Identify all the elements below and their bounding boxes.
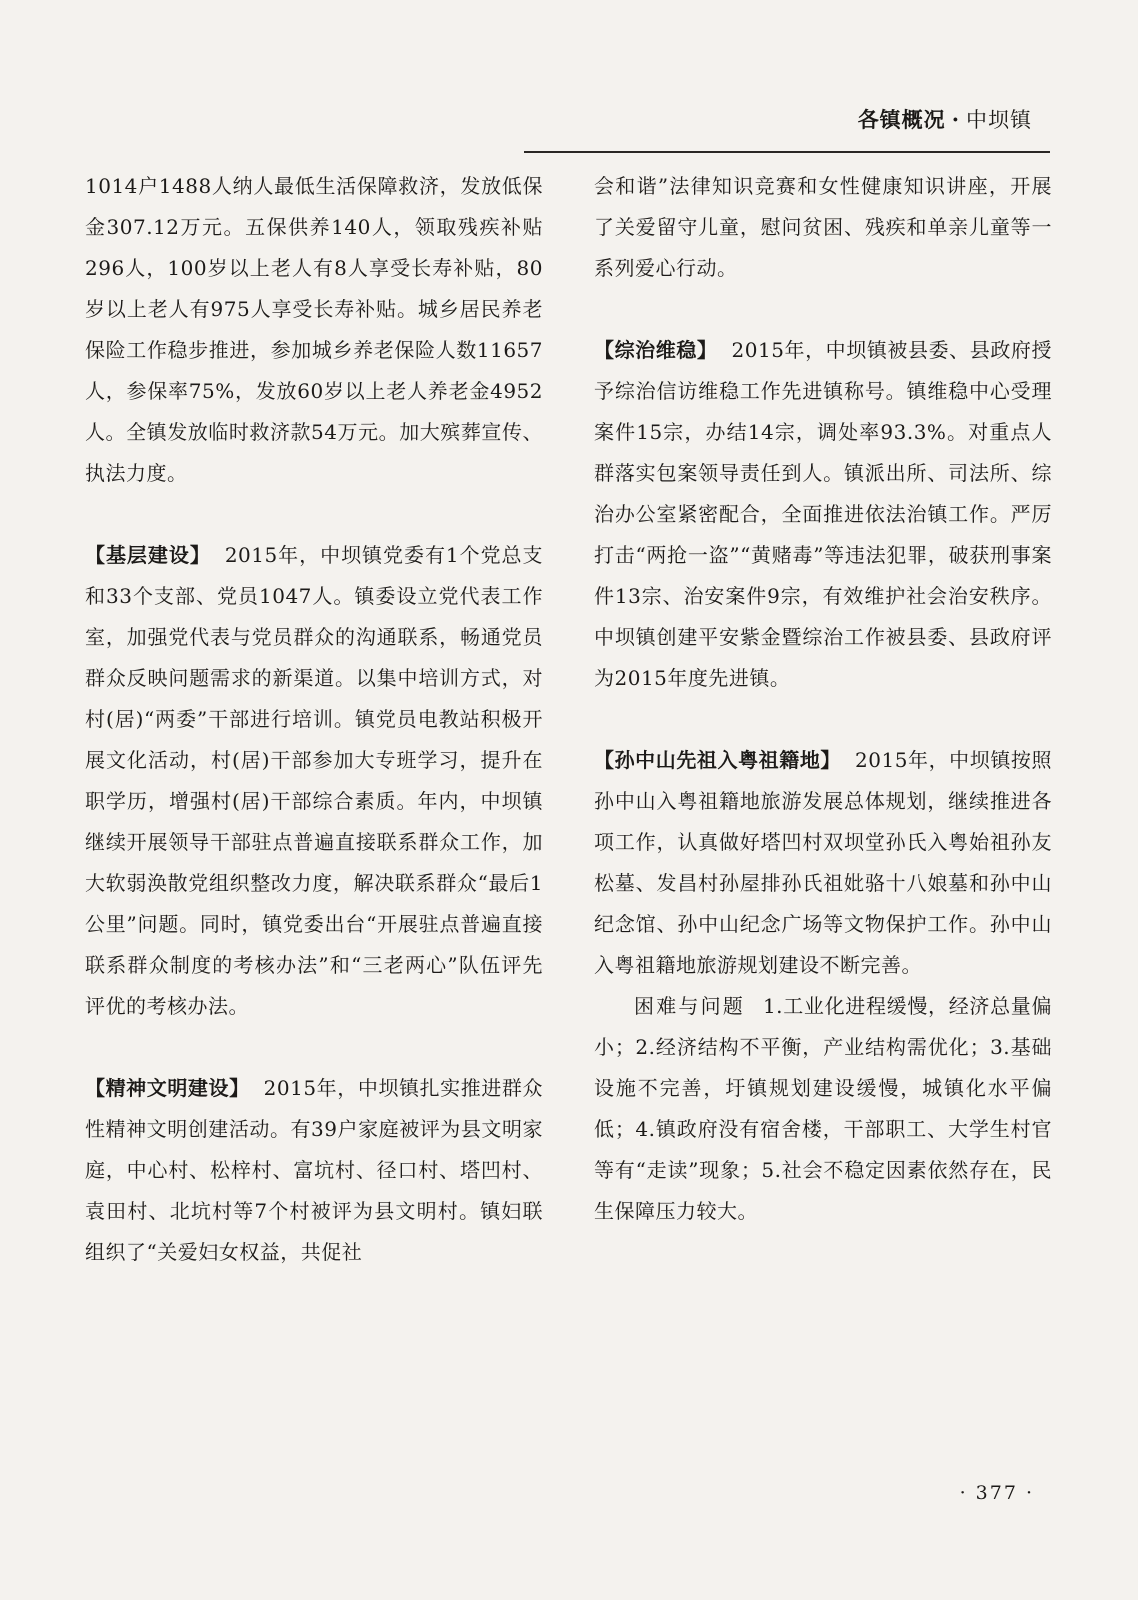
paragraph-text: 会和谐”法律知识竞赛和女性健康知识讲座，开展了关爱留守儿童，慰问贫困、残疾和单亲儿童等一系列爱心行动。 [594, 174, 1052, 280]
problems-label: 困难与问题 [634, 994, 745, 1018]
paragraph-grassroots [85, 535, 543, 1027]
left-column [85, 166, 543, 1273]
section-heading-civilization: 【精神文明建设】 [85, 1076, 250, 1100]
header-separator: · [951, 107, 960, 132]
section-heading-grassroots: 【基层建设】 [85, 543, 211, 567]
paragraph-stability [594, 330, 1052, 699]
paragraph-gap [594, 289, 1052, 330]
header-section-title: 各镇概况 [857, 108, 946, 132]
paragraph-gap [85, 1027, 543, 1068]
paragraph-text: 1014户1488人纳人最低生活保障救济，发放低保金307.12万元。五保供养140人，领取残疾补贴296人，100岁以上老人有8人享受长寿补贴，80岁以上老人有975人享受长寿补贴。城乡居民养老保险工作稳步推进，参加城乡养老保险人数11657人，参保率75%，发放60岁以上老人养老金4952人。全镇发放临时救济款54万元。加大殡葬宣传、执法力度。 [85, 174, 543, 485]
paragraph-text: 2015年，中坝镇扎实推进群众性精神文明创建活动。有39户家庭被评为县文明家庭，中心村、松梓村、富坑村、径口村、塔凹村、袁田村、北坑村等7个村被评为县文明村。镇妇联组织了“关爱妇女权益，共促社 [85, 1076, 543, 1264]
paragraph-civilization-cont [594, 166, 1052, 289]
right-column [594, 166, 1052, 1232]
header-town-name: 中坝镇 [966, 108, 1032, 132]
paragraph-civilization [85, 1068, 543, 1273]
paragraph-text: 2015年，中坝镇党委有1个党总支和33个支部、党员1047人。镇委设立党代表工作室，加强党代表与党员群众的沟通联系，畅通党员群众反映问题需求的新渠道。以集中培训方式，对村(居)“两委”干部进行培训。镇党员电教站积极开展文化活动，村(居)干部参加大专班学习，提升在职学历，增强村(居)干部综合素质。年内，中坝镇继续开展领导干部驻点普遍直接联系群众工作，加大软弱涣散党组织整改力度，解决联系群众“最后1公里”问题。同时，镇党委出台“开展驻点普遍直接联系群众制度的考核办法”和“三老两心”队伍评先评优的考核办法。 [85, 543, 544, 1018]
paragraph-gap [85, 494, 543, 535]
section-heading-stability: 【综治维稳】 [594, 338, 718, 362]
paragraph-text: 1.工业化进程缓慢，经济总量偏小；2.经济结构不平衡，产业结构需优化；3.基础设施不完善，圩镇规划建设缓慢，城镇化水平偏低；4.镇政府没有宿舍楼，干部职工、大学生村官等有“走读”现象；5.社会不稳定因素依然存在，民生保障压力较大。 [594, 994, 1052, 1223]
section-heading-sun-yatsen: 【孙中山先祖入粤祖籍地】 [594, 748, 842, 772]
paragraph-social-security [85, 166, 543, 494]
paragraph-gap [594, 699, 1052, 740]
running-header [858, 104, 1032, 134]
paragraph-text: 2015年，中坝镇被县委、县政府授予综治信访维稳工作先进镇称号。镇维稳中心受理案件15宗，办结14宗，调处率93.3%。对重点人群落实包案领导责任到人。镇派出所、司法所、综治办公室紧密配合，全面推进依法治镇工作。严厉打击“两抢一盗”“黄赌毒”等违法犯罪，破获刑事案件13宗、治安案件9宗，有效维护社会治安秩序。中坝镇创建平安紫金暨综治工作被县委、县政府评为2015年度先进镇。 [594, 338, 1053, 690]
paragraph-problems [594, 986, 1052, 1232]
header-rule [524, 151, 1050, 153]
paragraph-sun-yatsen [594, 740, 1052, 986]
page-number: · 377 · [959, 1482, 1034, 1504]
paragraph-text: 2015年，中坝镇按照孙中山入粤祖籍地旅游发展总体规划，继续推进各项工作，认真做好塔凹村双坝堂孙氏入粤始祖孙友松墓、发昌村孙屋排孙氏祖妣骆十八娘墓和孙中山纪念馆、孙中山纪念广场等文物保护工作。孙中山入粤祖籍地旅游规划建设不断完善。 [594, 748, 1053, 977]
